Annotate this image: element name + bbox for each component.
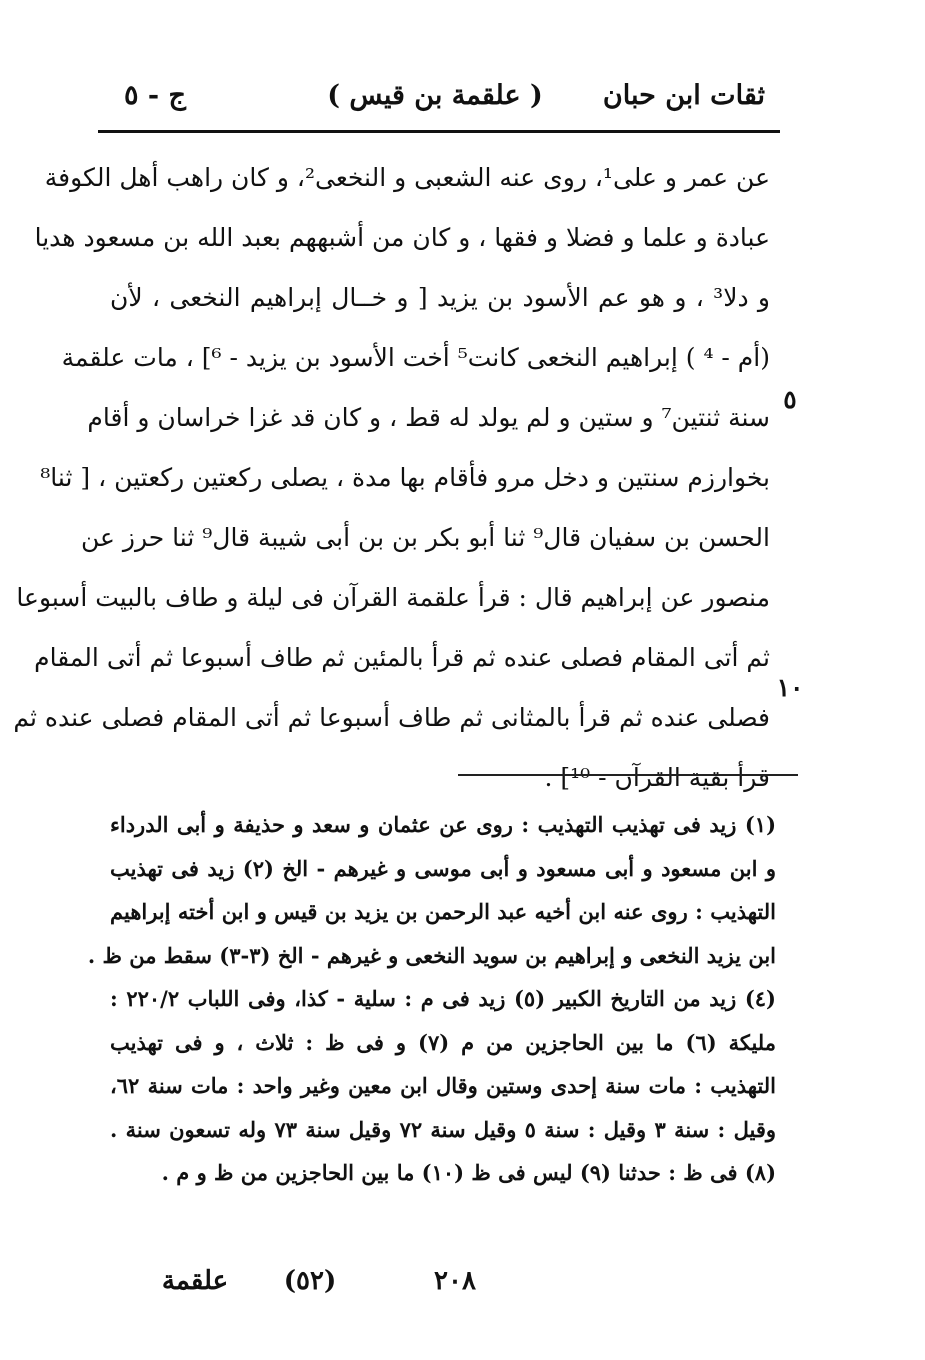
- text-line: عن عمر و على¹، روى عنه الشعبى و النخعى²، و كان راهب أهل الكوفة: [44, 163, 770, 192]
- text-line: فصلى عنده ثم قرأ بالمثانى ثم طاف أسبوعا ثم أتى المقام فصلى عنده ثم: [13, 703, 770, 732]
- text-line: منصور عن إبراهيم قال : قرأ علقمة القرآن فى ليلة و طاف بالبيت أسبوعا: [16, 583, 770, 612]
- text-line: بخوارزم سنتين و دخل مرو فأقام بها مدة ، يصلى ركعتين ركعتين ، [ ثنا⁸: [40, 463, 770, 492]
- running-title: ثقات ابن حبان: [602, 80, 765, 111]
- text-line: ثم أتى المقام فصلى عنده ثم قرأ بالمئين ثم طاف أسبوعا ثم أتى المقام: [34, 643, 770, 672]
- footnote-line: (٤) زيد من التاريخ الكبير (٥) زيد فى م : سلية - كذا، وفى اللباب ٢٢٠/٢ :: [110, 986, 776, 1011]
- footnote-line: التهذيب : مات سنة إحدى وستين وقال ابن معين وغير واحد : مات سنة ٦٢،: [110, 1073, 776, 1098]
- line-number-5: ٥: [783, 385, 797, 414]
- footnote-line: وقيل : سنة ٣ وقيل : سنة ٥ وقيل سنة ٧٢ وقيل سنة ٧٣ وله تسعون سنة .: [110, 1116, 777, 1142]
- chapter-heading: ( علقمة بن قيس ): [327, 80, 543, 111]
- text-line: قرأ بقية القرآن - ¹⁰] .: [544, 763, 770, 792]
- text-line: سنة ثنتين⁷ و ستين و لم يولد له قط ، و كان قد غزا خراسان و أقام: [87, 403, 770, 432]
- text-line: و دلا³ ، و هو عم الأسود بن يزيد [ و خــال إبراهيم النخعى ، لأن: [110, 283, 770, 312]
- entry-number: (٥٢): [283, 1266, 337, 1296]
- footnote-line: مليكة (٦) ما بين الحاجزين من م (٧) و فى ظ : ثلاث ، و فى تهذيب: [110, 1029, 776, 1055]
- main-text: [13, 148, 770, 808]
- text-line: الحسن بن سفيان قال⁹ ثنا أبو بكر بن بن أبى شيبة قال⁹ ثنا حرز عن: [81, 523, 770, 552]
- line-number-10: ١٠: [776, 673, 804, 702]
- page-number: ٢٠٨: [434, 1266, 476, 1296]
- entry-name: علقمة: [161, 1266, 229, 1296]
- volume-label: ج - ٥: [124, 80, 186, 111]
- text-line: عبادة و علما و فضلا و فقها ، و كان من أشبههم بعبد الله بن مسعود هديا: [34, 223, 770, 252]
- footnote-line: التهذيب : روى عنه ابن أخيه عبد الرحمن بن يزيد بن قيس و ابن أخته إبراهيم: [110, 899, 776, 924]
- footnote-line: ابن يزيد النخعى و إبراهيم بن سويد النخعى و غيرهم - الخ (٣-٣) سقط من ظ .: [87, 942, 776, 968]
- footnote-line: (١) زيد فى تهذيب التهذيب : روى عن عثمان و سعد و حذيفة و أبى الدرداء: [110, 812, 776, 837]
- footnotes: [87, 803, 777, 1195]
- header-rule: [98, 130, 780, 133]
- footnote-rule: [458, 774, 798, 776]
- footnote-line: (٨) فى ظ : حدثنا (٩) ليس فى ظ (١٠) ما بين الحاجزين من ظ و م .: [161, 1160, 776, 1185]
- text-line: (أم - ⁴ ) إبراهيم النخعى كانت⁵ أخت الأسود بن يزيد - ⁶] ، مات علقمة: [61, 343, 770, 372]
- footnote-line: و ابن مسعود و أبى مسعود و أبى موسى و غيرهم - الخ (٢) زيد فى تهذيب: [110, 855, 776, 881]
